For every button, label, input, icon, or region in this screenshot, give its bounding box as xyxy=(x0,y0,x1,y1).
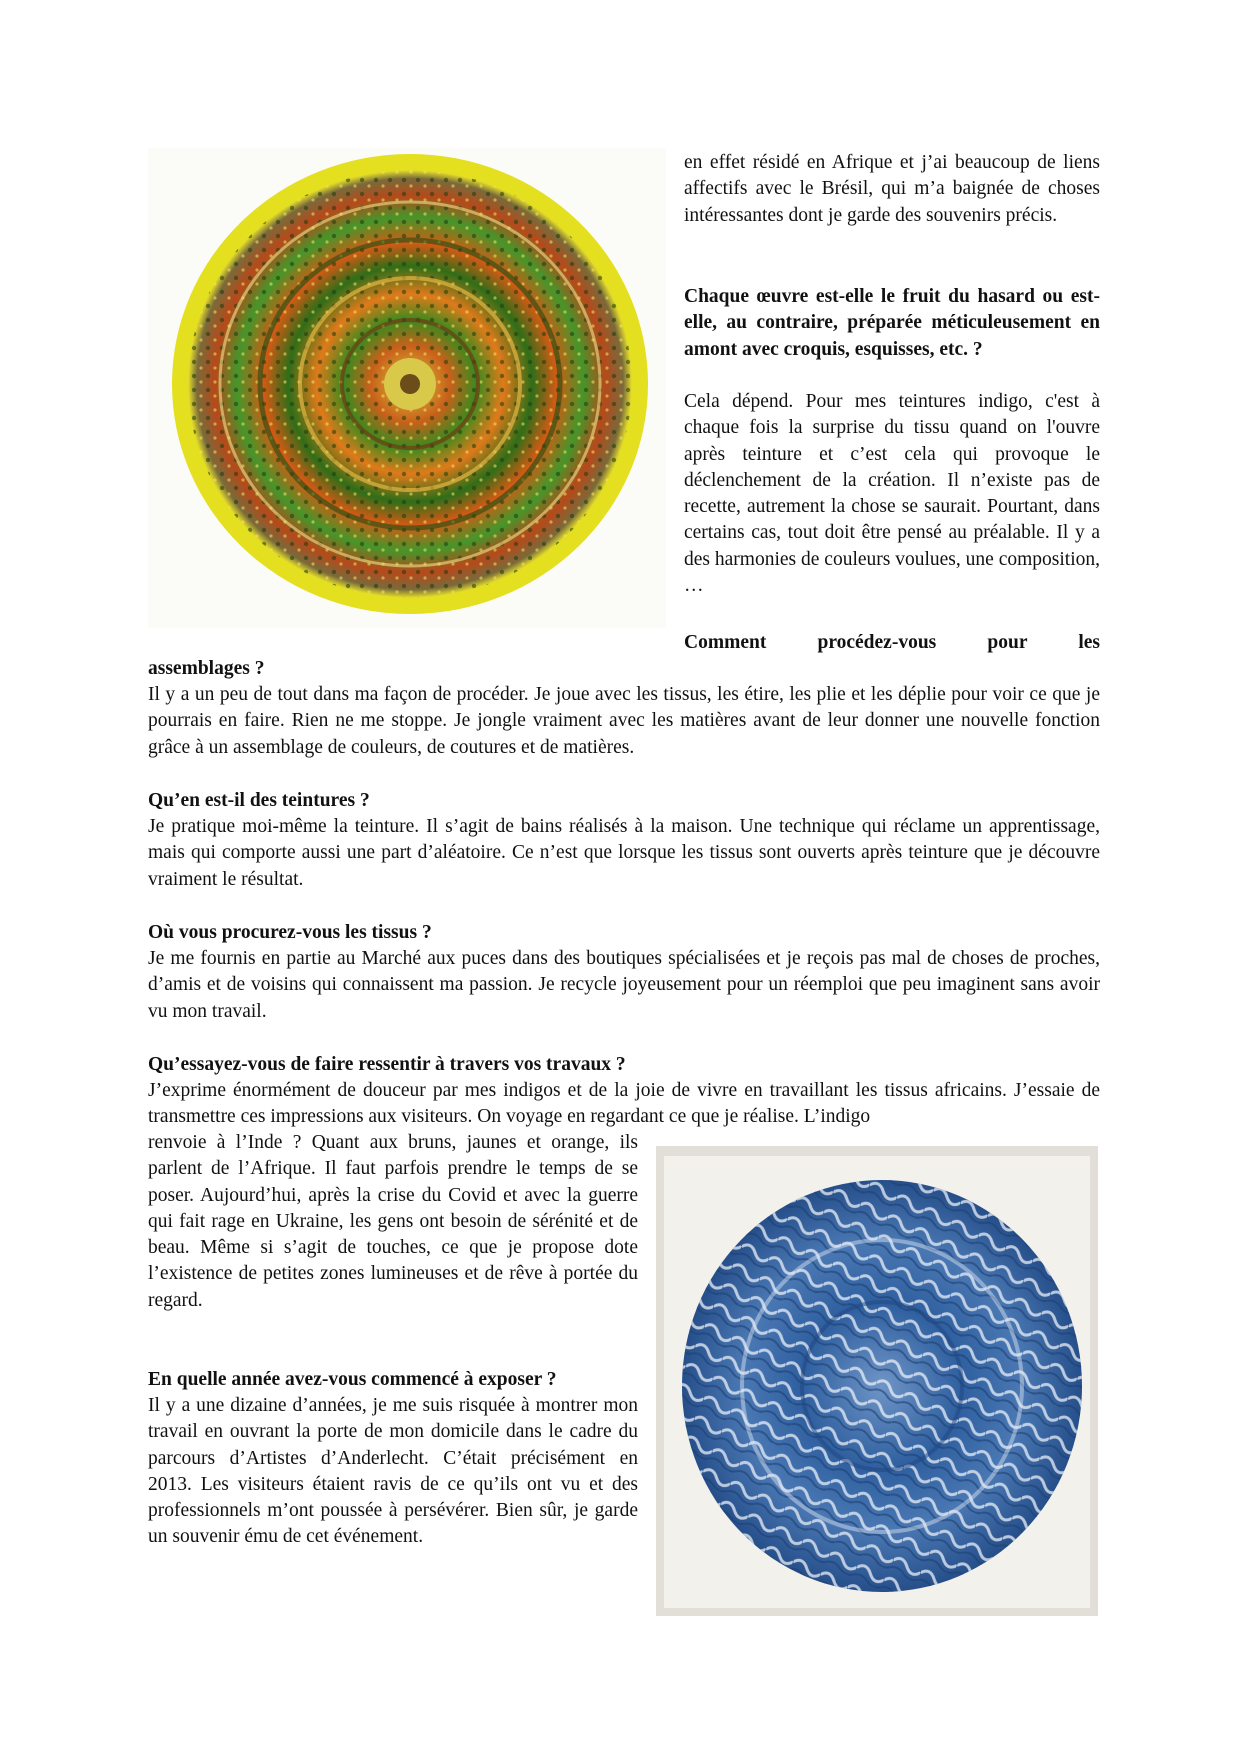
answer-exhibit: Il y a une dizaine d’années, je me suis risquée à montrer mon travail en ouvrant la porte de mon domicile dans le cadre du parcours d’Artistes d’Anderlecht. C’était précisément en 2013. Les visiteurs étaient ravis de ce qu’ils ont vu et des professionnels m’ont poussée à persévérer. Bien sûr, je garde un souvenir ému de cet événement. xyxy=(148,1395,638,1548)
textile-circle-graphic xyxy=(148,148,666,628)
answer-process: Cela dépend. Pour mes teintures indigo, c'est à chaque fois la surprise du tissu quand on l'ouvre après teinture et c’est cela qui provoque le déclenchement de la création. Il n’existe pas de recette, autrement la chose se saurait. Pourtant, dans certains cas, tout doit être pensé au préalable. Il y a des harmonies de couleurs voulues, une composition, … xyxy=(684,391,1100,597)
question-assemblages-line2: assemblages ? xyxy=(148,658,265,679)
answer-feelings-narrow: renvoie à l’Inde ? Quant aux bruns, jaunes et orange, ils parlent de l’Afrique. Il faut parfois prendre le temps de se poser. Aujourd’hui, après la crise du Covid et avec la guerre qui fait rage en Ukraine, les gens ont besoin de sérénité et de beau. Même si s’agit de touches, ce que je propose dote l’existence de petites zones lumineuses et de rêve à portée du regard. xyxy=(148,1132,638,1311)
question-process-heading: Chaque œuvre est-elle le fruit du hasard ou est-elle, au contraire, préparée méticuleusement en amont avec croquis, esquisses, etc. ? xyxy=(684,286,1100,360)
textile-artwork-image xyxy=(148,148,666,628)
answer-assemblages: Il y a un peu de tout dans ma façon de procéder. Je joue avec les tissus, les étire, les plie et les déplie pour voir ce que je pourrais en faire. Rien ne me stoppe. Je jongle vraiment avec les matières avant de leur donner une nouvelle fonction grâce à un assemblage de couleurs, de coutures et de matières. xyxy=(148,684,1100,758)
question-feelings-heading: Qu’essayez-vous de faire ressentir à travers vos travaux ? xyxy=(148,1054,626,1075)
question-fabrics-heading: Où vous procurez-vous les tissus ? xyxy=(148,922,432,943)
answer-feelings-full-width: J’exprime énormément de douceur par mes indigos et de la joie de vivre en travaillant les tissus africains. J’essaie de transmettre ces impressions aux visiteurs. On voyage en regardant ce que je réalise. L’indigo xyxy=(148,1080,1100,1128)
question-exhibit-heading: En quelle année avez-vous commencé à exposer ? xyxy=(148,1369,557,1390)
indigo-artwork-image xyxy=(656,1146,1098,1616)
intro-paragraph: en effet résidé en Afrique et j’ai beaucoup de liens affectifs avec le Brésil, qui m’a baignée de choses intéressantes dont je garde des souvenirs précis. xyxy=(684,152,1100,226)
indigo-circle-graphic xyxy=(656,1146,1098,1616)
answer-dyes: Je pratique moi-même la teinture. Il s’agit de bains réalisés à la maison. Une technique qui réclame un apprentissage, mais qui comporte aussi une part d’aléatoire. Ce n’est que lorsque les tissus sont ouverts après teinture que je découvre vraiment le résultat. xyxy=(148,816,1100,890)
answer-fabrics: Je me fournis en partie au Marché aux puces dans des boutiques spécialisées et je reçois pas mal de choses de proches, d’amis et de voisins qui connaissent ma passion. Je recycle joyeusement pour un réemploi que peu imaginent sans avoir vu mon travail. xyxy=(148,948,1100,1022)
question-assemblages-line1: Comment procédez-vous pour les xyxy=(684,632,1100,653)
question-dyes-heading: Qu’en est-il des teintures ? xyxy=(148,790,370,811)
